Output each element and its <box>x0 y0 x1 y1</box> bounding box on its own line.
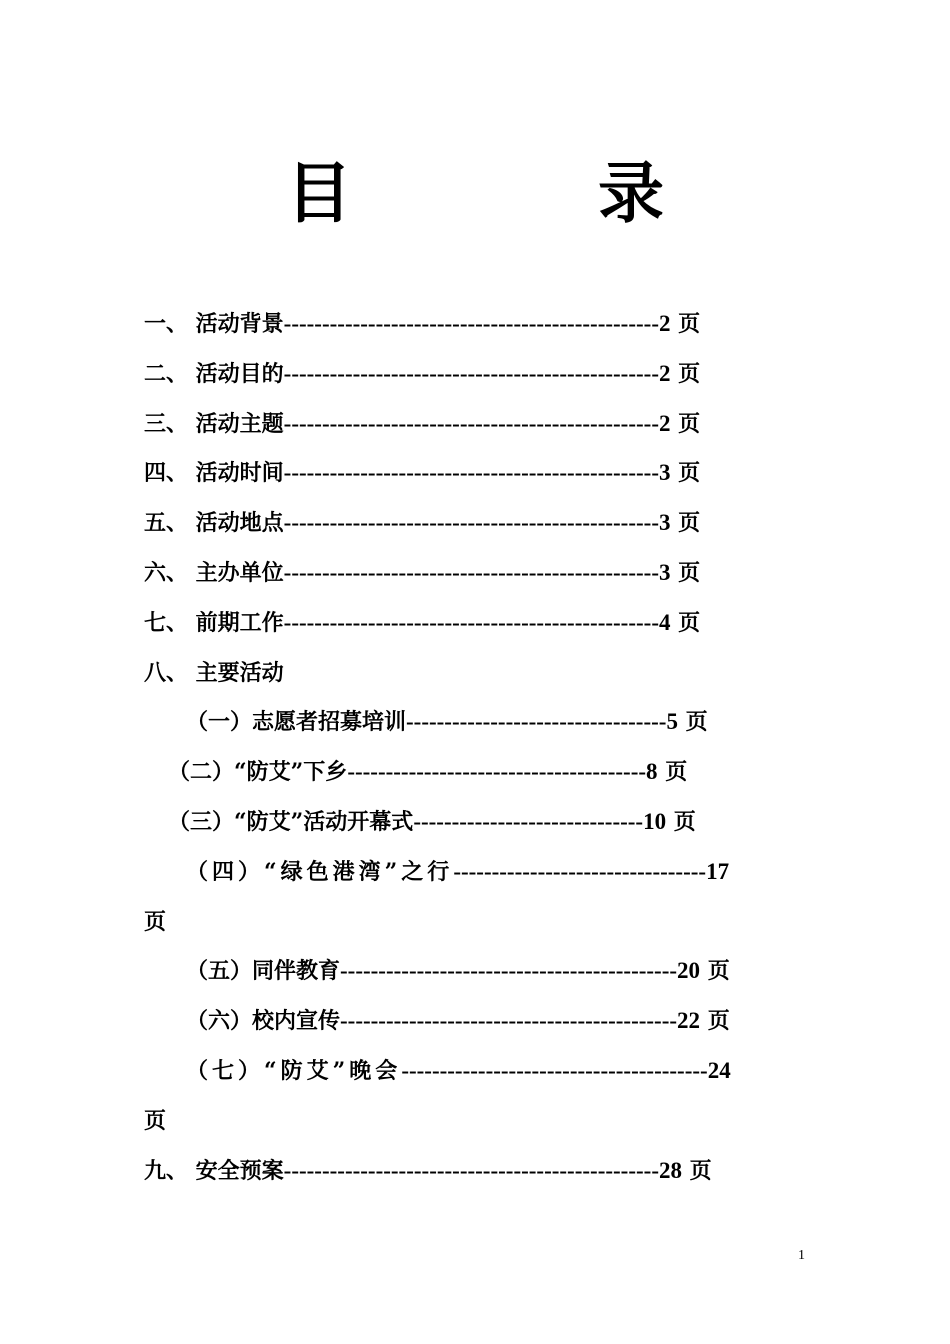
toc-entry-title: 页 <box>144 1107 167 1134</box>
toc-entry-page: 3 <box>658 510 671 536</box>
toc-entry-unit: 页 <box>666 809 696 835</box>
toc-entry-title: 二、 活动目的 <box>144 360 284 387</box>
toc-entry-title: 一、 活动背景 <box>144 311 284 337</box>
toc-entry <box>186 707 708 737</box>
toc-entry-leader: -------------------------------------------- <box>340 958 678 984</box>
toc-entry-title: 九、 安全预案 <box>144 1157 284 1184</box>
toc-entry-leader: ------------------------------ <box>413 809 644 834</box>
toc-entry <box>144 558 700 588</box>
toc-entry-title: （二）“防艾”下乡 <box>168 759 348 786</box>
toc-entry-page: 28 <box>658 1157 682 1183</box>
toc-entry-title: （六）校内宣传 <box>186 1008 341 1035</box>
toc-entry-unit: 页 <box>670 360 701 387</box>
toc-entry-leader: ------------------------------------------------- <box>283 360 659 386</box>
toc-entry-unit: 页 <box>670 560 701 586</box>
toc-entry <box>144 359 700 389</box>
toc-entry-page: 8 <box>646 759 658 785</box>
toc-entry-page: 4 <box>658 609 671 635</box>
toc-entry-leader: ------------------------------------------------- <box>283 1157 659 1183</box>
toc-entry-title: （一）志愿者招募培训 <box>186 709 407 736</box>
toc-entry-page: 3 <box>658 560 671 585</box>
page-title: 目 录 <box>286 154 754 232</box>
toc-entry-leader: ---------------------------------- <box>406 709 667 735</box>
toc-entry-unit: 页 <box>670 311 701 337</box>
toc-entry-page: 2 <box>658 360 671 386</box>
toc-entry-unit: 页 <box>670 460 701 487</box>
toc-entry <box>144 907 166 937</box>
toc-entry-leader: ------------------------------------------------- <box>283 510 659 536</box>
toc-entry-unit: 页 <box>670 609 701 636</box>
toc-entry-page: 2 <box>658 410 671 436</box>
toc-entry <box>168 807 696 837</box>
toc-entry-page: 2 <box>658 311 671 336</box>
toc-entry <box>144 1156 712 1186</box>
toc-entry-page: 5 <box>666 709 678 735</box>
toc-entry-page: 22 <box>677 1008 701 1034</box>
toc-entry-unit: 页 <box>670 410 701 437</box>
toc-entry-title: 六、 主办单位 <box>144 560 284 586</box>
toc-entry <box>144 409 700 439</box>
toc-entry-page: 24 <box>707 1058 731 1083</box>
toc-entry-title: 页 <box>144 908 167 935</box>
toc-entry <box>186 956 730 986</box>
toc-entry-title: （三）“防艾”活动开幕式 <box>168 809 414 835</box>
toc-entry <box>186 1006 730 1036</box>
page-number: 1 <box>798 1248 805 1263</box>
toc-entry-page: 3 <box>658 460 671 486</box>
toc-entry <box>144 458 700 488</box>
toc-entry <box>168 757 687 787</box>
toc-entry-title: （五）同伴教育 <box>186 958 341 985</box>
toc-entry-page: 10 <box>643 809 667 834</box>
toc-entry-unit: 页 <box>700 958 730 985</box>
toc-entry-unit: 页 <box>657 759 688 786</box>
toc-entry-unit: 页 <box>681 1157 712 1184</box>
toc-entry <box>144 608 700 638</box>
toc-entry-leader: ------------------------------------------------- <box>283 460 659 486</box>
toc-entry-page: 17 <box>706 858 730 884</box>
toc-entry-title: （七）“防艾”晚会 <box>186 1058 402 1084</box>
toc-entry <box>144 1106 166 1136</box>
toc-entry-leader: ------------------------------------------------- <box>283 410 659 436</box>
toc-entry-leader: ------------------------------------------------- <box>283 560 659 585</box>
toc-entry-unit: 页 <box>677 709 708 736</box>
toc-entry-title: 五、 活动地点 <box>144 510 284 537</box>
toc-entry-title: （四）“绿色港湾”之行 <box>186 858 454 885</box>
toc-entry-leader: -------------------------------------------- <box>340 1008 678 1034</box>
toc-entry-unit: 页 <box>670 510 701 537</box>
toc-entry <box>186 1056 731 1086</box>
toc-entry-leader: ------------------------------------------------- <box>283 609 659 635</box>
toc-entry <box>144 658 284 688</box>
toc-entry-title: 七、 前期工作 <box>144 609 284 636</box>
toc-entry-leader: --------------------------------- <box>453 858 707 884</box>
toc-entry-leader: ------------------------------------------------- <box>283 311 659 336</box>
toc-entry-leader: --------------------------------------- <box>347 759 647 785</box>
toc-entry <box>144 309 700 339</box>
toc-entry <box>186 857 729 887</box>
toc-entry-leader: ---------------------------------------- <box>401 1058 708 1083</box>
toc-entry <box>144 508 700 538</box>
toc-entry-unit: 页 <box>700 1008 730 1035</box>
toc-entry-title: 八、 主要活动 <box>144 659 284 686</box>
toc-entry-page: 20 <box>677 958 701 984</box>
toc-entry-title: 三、 活动主题 <box>144 410 284 437</box>
toc-entry-title: 四、 活动时间 <box>144 460 284 487</box>
